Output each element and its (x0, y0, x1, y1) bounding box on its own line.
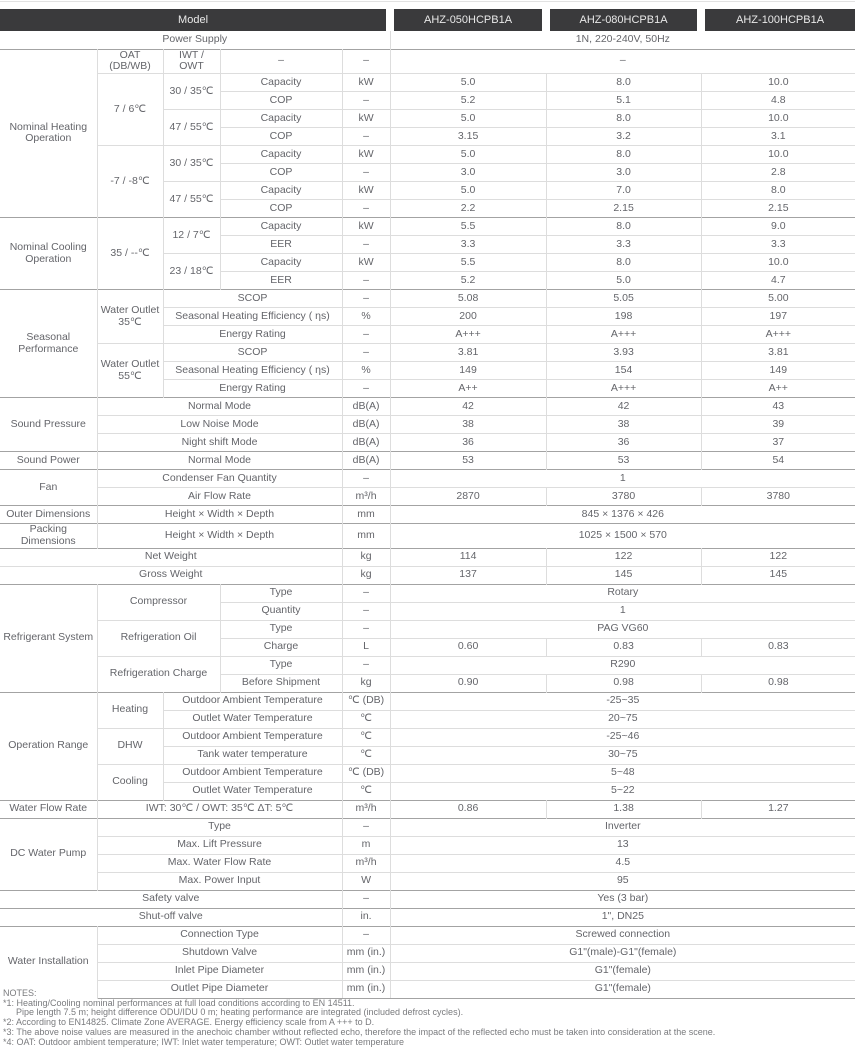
table-row (0, 524, 855, 549)
label-cell: Power Supply (0, 31, 390, 49)
value-cell: 3.0 (546, 164, 701, 182)
table-row (0, 620, 855, 638)
label-cell: COP (220, 200, 342, 218)
value-cell: 3.1 (701, 128, 855, 146)
table-row (0, 49, 855, 74)
label-cell: Capacity (220, 182, 342, 200)
value-cell: 200 (390, 308, 546, 326)
unit-cell: mm (in.) (342, 962, 390, 980)
label-cell: Quantity (220, 602, 342, 620)
table-row (0, 656, 855, 674)
label-cell: Inlet Pipe Diameter (97, 962, 342, 980)
value-cell: 1", DN25 (390, 908, 855, 926)
unit-cell: in. (342, 908, 390, 926)
table-row (0, 836, 855, 854)
unit-cell: – (342, 290, 390, 308)
value-cell: 38 (390, 416, 546, 434)
label-cell: Connection Type (97, 926, 342, 944)
unit-cell: kW (342, 146, 390, 164)
value-cell: Yes (3 bar) (390, 890, 855, 908)
value-cell: 2.8 (701, 164, 855, 182)
table-body (0, 31, 855, 998)
unit-cell: kW (342, 182, 390, 200)
value-cell: 5.00 (701, 290, 855, 308)
value-cell: 114 (390, 548, 546, 566)
model-header-label: Model (0, 9, 390, 31)
value-cell: 1.27 (701, 800, 855, 818)
label-cell: Max. Power Input (97, 872, 342, 890)
value-cell: 137 (390, 566, 546, 584)
value-cell: 3.81 (390, 344, 546, 362)
value-cell: 0.60 (390, 638, 546, 656)
unit-cell: – (342, 92, 390, 110)
table-row (0, 818, 855, 836)
label-cell: 30 / 35℃ (163, 146, 220, 182)
unit-cell: kg (342, 548, 390, 566)
unit-cell: – (342, 380, 390, 398)
value-cell: 4.5 (390, 854, 855, 872)
label-cell: Water Installation (0, 926, 97, 998)
value-cell: 1 (390, 470, 855, 488)
label-cell: Outdoor Ambient Temperature (163, 728, 342, 746)
value-cell: 3.2 (546, 128, 701, 146)
unit-cell: – (342, 49, 390, 74)
label-cell: Condenser Fan Quantity (97, 470, 342, 488)
unit-cell: – (342, 200, 390, 218)
table-row (0, 470, 855, 488)
label-cell: 47 / 55℃ (163, 182, 220, 218)
value-cell: 53 (390, 452, 546, 470)
unit-cell: m³/h (342, 800, 390, 818)
value-cell: Inverter (390, 818, 855, 836)
label-cell: 23 / 18℃ (163, 254, 220, 290)
table-row (0, 344, 855, 362)
unit-cell: – (342, 128, 390, 146)
label-cell: Capacity (220, 254, 342, 272)
value-cell: 3.3 (390, 236, 546, 254)
table-row (0, 908, 855, 926)
value-cell: 5.08 (390, 290, 546, 308)
label-cell: Safety valve (0, 890, 342, 908)
value-cell: 3.15 (390, 128, 546, 146)
value-cell: 37 (701, 434, 855, 452)
value-cell: 2.2 (390, 200, 546, 218)
label-cell: Gross Weight (0, 566, 342, 584)
value-cell: 0.98 (546, 674, 701, 692)
value-cell: 8.0 (546, 110, 701, 128)
unit-cell: – (342, 620, 390, 638)
table-row (0, 290, 855, 308)
value-cell: 54 (701, 452, 855, 470)
value-cell: 3.0 (390, 164, 546, 182)
value-cell: A+++ (546, 326, 701, 344)
label-cell: Before Shipment (220, 674, 342, 692)
value-cell: 845 × 1376 × 426 (390, 506, 855, 524)
label-cell: Net Weight (0, 548, 342, 566)
label-cell: Water Outlet 55℃ (97, 344, 163, 398)
unit-cell: ℃ (342, 746, 390, 764)
notes-title: NOTES: (3, 988, 37, 998)
label-cell: Outdoor Ambient Temperature (163, 692, 342, 710)
table-row (0, 74, 855, 92)
label-cell: Heating (97, 692, 163, 728)
value-cell: A+++ (701, 326, 855, 344)
value-cell: 5.0 (390, 110, 546, 128)
label-cell: Compressor (97, 584, 220, 620)
label-cell: SCOP (163, 290, 342, 308)
value-cell: – (390, 49, 855, 74)
unit-cell: % (342, 362, 390, 380)
table-row (0, 548, 855, 566)
label-cell: Type (97, 818, 342, 836)
table-row (0, 728, 855, 746)
label-cell: Capacity (220, 74, 342, 92)
value-cell: 10.0 (701, 254, 855, 272)
value-cell: 36 (546, 434, 701, 452)
label-cell: Height × Width × Depth (97, 506, 342, 524)
value-cell: 10.0 (701, 74, 855, 92)
value-cell: 5.1 (546, 92, 701, 110)
value-cell: 5~48 (390, 764, 855, 782)
unit-cell: – (342, 656, 390, 674)
label-cell: 30 / 35℃ (163, 74, 220, 110)
table-row (0, 488, 855, 506)
unit-cell: – (342, 470, 390, 488)
value-cell: 38 (546, 416, 701, 434)
unit-cell: mm (342, 506, 390, 524)
value-cell: 197 (701, 308, 855, 326)
value-cell: 145 (546, 566, 701, 584)
value-cell: 2.15 (546, 200, 701, 218)
value-cell: 0.83 (701, 638, 855, 656)
value-cell: 8.0 (546, 254, 701, 272)
label-cell: Sound Pressure (0, 398, 97, 452)
unit-cell: – (342, 236, 390, 254)
header-row (0, 9, 855, 31)
table-row (0, 854, 855, 872)
label-cell: Tank water temperature (163, 746, 342, 764)
unit-cell: ℃ (DB) (342, 764, 390, 782)
label-cell: Capacity (220, 110, 342, 128)
value-cell: 5.0 (546, 272, 701, 290)
value-cell: 1025 × 1500 × 570 (390, 524, 855, 549)
value-cell: 1N, 220-240V, 50Hz (575, 32, 670, 45)
value-cell: 36 (390, 434, 546, 452)
value-cell: 3.3 (701, 236, 855, 254)
unit-cell: ℃ (342, 728, 390, 746)
label-cell: Outlet Pipe Diameter (97, 980, 342, 998)
label-cell: Air Flow Rate (97, 488, 342, 506)
model-column-header: AHZ-080HCPB1A (546, 9, 701, 31)
notes-lines (3, 999, 851, 1048)
unit-cell: kW (342, 110, 390, 128)
table-row (0, 926, 855, 944)
value-cell: 8.0 (546, 146, 701, 164)
label-cell: Sound Power (0, 452, 97, 470)
unit-cell: dB(A) (342, 398, 390, 416)
value-cell: 5.0 (390, 146, 546, 164)
value-cell: -25~46 (390, 728, 855, 746)
label-cell: Packing Dimensions (0, 524, 97, 549)
label-cell: Nominal Cooling Operation (0, 218, 97, 290)
value-cell: 1.38 (546, 800, 701, 818)
label-cell: Nominal Heating Operation (0, 49, 97, 218)
label-cell: Type (220, 584, 342, 602)
value-cell: 5.0 (390, 182, 546, 200)
label-cell: Seasonal Heating Efficiency ( ηs) (163, 362, 342, 380)
label-cell: Low Noise Mode (97, 416, 342, 434)
model-column-header: AHZ-100HCPB1A (701, 9, 855, 31)
note-line: Pipe length 7.5 m; height difference ODU/IDU 0 m; heating performance are integrated (included defrost cycles). (16, 1007, 464, 1018)
unit-cell: dB(A) (342, 416, 390, 434)
table-row (0, 890, 855, 908)
value-cell: Screwed connection (390, 926, 855, 944)
unit-cell: kW (342, 218, 390, 236)
value-cell: 0.90 (390, 674, 546, 692)
value-cell: 4.7 (701, 272, 855, 290)
value-cell: 122 (546, 548, 701, 566)
notes-section (3, 989, 851, 1047)
label-cell: COP (220, 164, 342, 182)
unit-cell: W (342, 872, 390, 890)
label-cell: 35 / --℃ (97, 218, 163, 290)
unit-cell: ℃ (342, 710, 390, 728)
label-cell: Shutdown Valve (97, 944, 342, 962)
value-cell: R290 (390, 656, 855, 674)
unit-cell: – (342, 926, 390, 944)
value-cell: 3780 (546, 488, 701, 506)
value-cell: A+++ (546, 380, 701, 398)
label-cell: COP (220, 128, 342, 146)
table-row (0, 872, 855, 890)
spec-table (0, 9, 855, 999)
label-cell: COP (220, 92, 342, 110)
value-cell: 198 (546, 308, 701, 326)
table-row (0, 506, 855, 524)
value-cell: 2.15 (701, 200, 855, 218)
value-cell: 0.86 (390, 800, 546, 818)
unit-cell: kW (342, 74, 390, 92)
value-cell: 8.0 (701, 182, 855, 200)
label-cell: Type (220, 656, 342, 674)
top-divider (0, 1, 855, 2)
label-cell: DHW (97, 728, 163, 764)
table-row (0, 962, 855, 980)
value-cell: 5.2 (390, 92, 546, 110)
model-column-header: AHZ-050HCPB1A (390, 9, 546, 31)
label-cell: Fan (0, 470, 97, 506)
label-cell: Refrigeration Oil (97, 620, 220, 656)
label-cell: Max. Lift Pressure (97, 836, 342, 854)
unit-cell: – (342, 326, 390, 344)
label-cell: Water Outlet 35℃ (97, 290, 163, 344)
value-cell: 3.81 (701, 344, 855, 362)
unit-cell: kW (342, 254, 390, 272)
unit-cell: dB(A) (342, 452, 390, 470)
value-cell: 0.98 (701, 674, 855, 692)
value-cell: 0.83 (546, 638, 701, 656)
unit-cell: mm (in.) (342, 980, 390, 998)
value-cell: 20~75 (390, 710, 855, 728)
note-line: *2: According to EN14825. Climate Zone AVERAGE. Energy efficiency scale from A +++ to D. (3, 1017, 375, 1028)
value-cell: A++ (701, 380, 855, 398)
table-row (0, 764, 855, 782)
table-row (0, 416, 855, 434)
note-line: *4: OAT: Outdoor ambient temperature; IWT: Inlet water temperature; OWT: Outlet water temperature (3, 1036, 404, 1047)
table-row (0, 944, 855, 962)
label-cell: Outlet Water Temperature (163, 782, 342, 800)
value-cell: 1 (390, 602, 855, 620)
value-cell: 5.05 (546, 290, 701, 308)
value-cell: 154 (546, 362, 701, 380)
table-row (0, 452, 855, 470)
unit-cell: % (342, 308, 390, 326)
label-cell: Type (220, 620, 342, 638)
table-row (0, 800, 855, 818)
unit-cell: – (342, 890, 390, 908)
label-cell: Normal Mode (97, 398, 342, 416)
label-cell: Normal Mode (97, 452, 342, 470)
unit-cell: m³/h (342, 854, 390, 872)
label-cell: Water Flow Rate (0, 800, 97, 818)
label-cell: Refrigeration Charge (97, 656, 220, 692)
value-cell: -25~35 (390, 692, 855, 710)
value-cell: 3.93 (546, 344, 701, 362)
value-cell: 4.8 (701, 92, 855, 110)
value-cell: 5.2 (390, 272, 546, 290)
label-cell: Seasonal Performance (0, 290, 97, 398)
label-cell: OAT (DB/WB) (97, 49, 163, 74)
table-row (0, 692, 855, 710)
value-cell: Rotary (390, 584, 855, 602)
unit-cell: dB(A) (342, 434, 390, 452)
label-cell: Max. Water Flow Rate (97, 854, 342, 872)
table-row (0, 31, 855, 49)
label-cell: Refrigerant System (0, 584, 97, 692)
value-cell: 13 (390, 836, 855, 854)
label-cell: Seasonal Heating Efficiency ( ηs) (163, 308, 342, 326)
label-cell: Energy Rating (163, 380, 342, 398)
unit-cell: m (342, 836, 390, 854)
label-cell: EER (220, 236, 342, 254)
value-cell: 39 (701, 416, 855, 434)
value-cell: 5.5 (390, 254, 546, 272)
value-cell: A++ (390, 380, 546, 398)
table-row (0, 218, 855, 236)
label-cell: Night shift Mode (97, 434, 342, 452)
unit-cell: – (342, 164, 390, 182)
unit-cell: kg (342, 566, 390, 584)
unit-cell: mm (342, 524, 390, 549)
value-cell: 5.0 (390, 74, 546, 92)
value-cell: 149 (390, 362, 546, 380)
label-cell: 7 / 6℃ (97, 74, 163, 146)
label-cell: Charge (220, 638, 342, 656)
label-cell: Outdoor Ambient Temperature (163, 764, 342, 782)
unit-cell: – (342, 272, 390, 290)
label-cell: Operation Range (0, 692, 97, 800)
unit-cell: m³/h (342, 488, 390, 506)
value-cell: 95 (390, 872, 855, 890)
table-row (0, 566, 855, 584)
label-cell: -7 / -8℃ (97, 146, 163, 218)
label-cell: Height × Width × Depth (97, 524, 342, 549)
label-cell: Outer Dimensions (0, 506, 97, 524)
value-cell: 122 (701, 548, 855, 566)
value-cell: 3780 (701, 488, 855, 506)
table-row (0, 398, 855, 416)
value-cell: 43 (701, 398, 855, 416)
unit-cell: mm (in.) (342, 944, 390, 962)
unit-cell: L (342, 638, 390, 656)
table-header (0, 9, 855, 31)
value-cell: 9.0 (701, 218, 855, 236)
label-cell: IWT / OWT (163, 49, 220, 74)
value-cell: 5.5 (390, 218, 546, 236)
label-cell: EER (220, 272, 342, 290)
value-cell: 3.3 (546, 236, 701, 254)
value-cell: 145 (701, 566, 855, 584)
value-cell: A+++ (390, 326, 546, 344)
label-cell: Outlet Water Temperature (163, 710, 342, 728)
value-cell: 10.0 (701, 146, 855, 164)
unit-cell: – (342, 818, 390, 836)
value-cell: 30~75 (390, 746, 855, 764)
unit-cell: – (342, 344, 390, 362)
label-cell: Capacity (220, 218, 342, 236)
value-cell: 42 (546, 398, 701, 416)
label-cell: 47 / 55℃ (163, 110, 220, 146)
value-cell: 7.0 (546, 182, 701, 200)
unit-cell: – (342, 602, 390, 620)
value-cell: G1"(female) (390, 980, 855, 998)
label-cell: SCOP (163, 344, 342, 362)
value-cell: 149 (701, 362, 855, 380)
unit-cell: kg (342, 674, 390, 692)
note-line: *3: The above noise values are measured in the anechoic chamber without reflected echo, therefore the impact of the reflected echo must be taken into consideration at the scene. (3, 1026, 716, 1037)
value-cell: 10.0 (701, 110, 855, 128)
value-cell: 8.0 (546, 74, 701, 92)
label-cell: IWT: 30℃ / OWT: 35℃ ΔT: 5℃ (97, 800, 342, 818)
value-cell: 2870 (390, 488, 546, 506)
table-row (0, 584, 855, 602)
value-cell: G1"(male)-G1"(female) (390, 944, 855, 962)
label-cell: Shut-off valve (0, 908, 342, 926)
table-row (0, 434, 855, 452)
value-cell: 8.0 (546, 218, 701, 236)
table-row (0, 146, 855, 164)
note-line: *1: Heating/Cooling nominal performances at full load conditions according to EN 14511. (3, 997, 355, 1008)
label-cell: Cooling (97, 764, 163, 800)
label-cell: Energy Rating (163, 326, 342, 344)
label-cell: Capacity (220, 146, 342, 164)
value-cell: G1"(female) (390, 962, 855, 980)
unit-cell: – (342, 584, 390, 602)
label-cell: – (220, 49, 342, 74)
label-cell: 12 / 7℃ (163, 218, 220, 254)
value-cell: PAG VG60 (390, 620, 855, 638)
value-cell: 42 (390, 398, 546, 416)
unit-cell: ℃ (342, 782, 390, 800)
unit-cell: ℃ (DB) (342, 692, 390, 710)
label-cell: DC Water Pump (0, 818, 97, 890)
value-cell: 53 (546, 452, 701, 470)
value-cell: 5~22 (390, 782, 855, 800)
